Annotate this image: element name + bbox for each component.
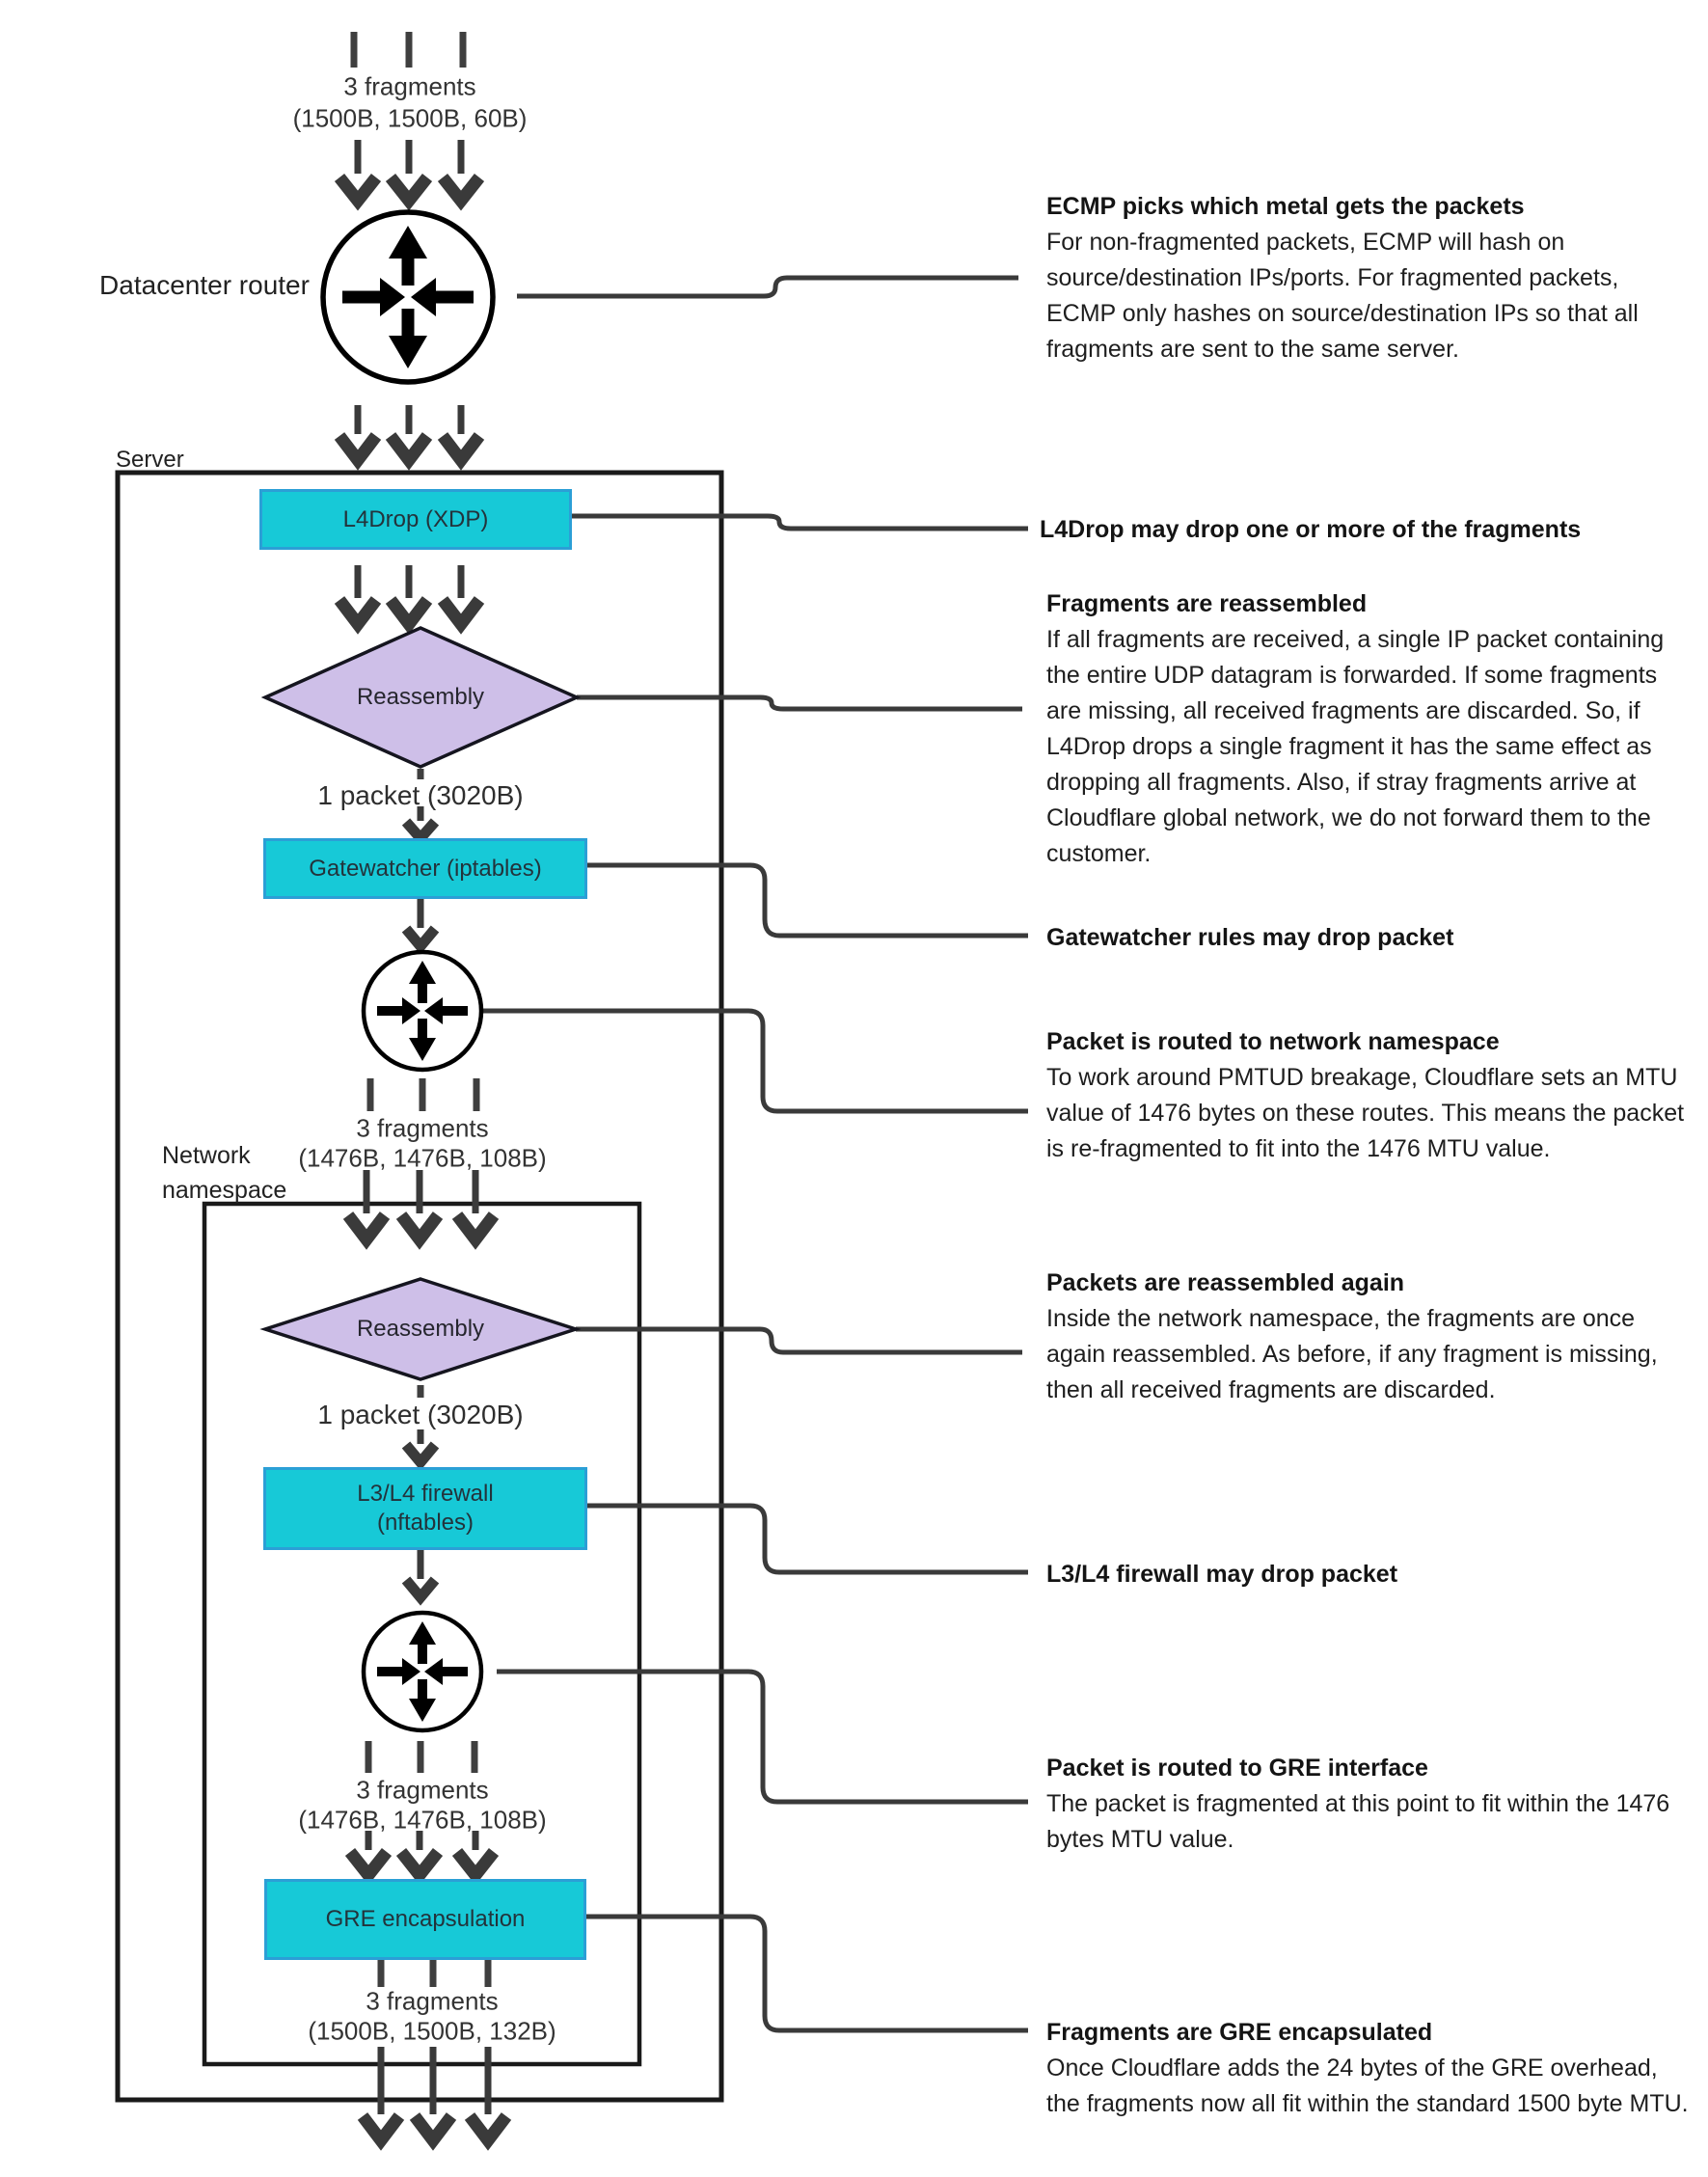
annotation-body: Once Cloudflare adds the 24 bytes of the GRE overhead, the fragments now all fit within the standard 1500 byte MTU.: [1046, 2055, 1689, 2117]
connector-router1: [482, 1011, 1028, 1111]
packet2-label: 1 packet (3020B): [317, 1400, 524, 1429]
server-label: Server: [116, 447, 184, 473]
firewall-node: [263, 1467, 587, 1550]
down-arrow-icon: [350, 1831, 494, 1875]
gatewatcher-node: [263, 838, 587, 899]
gre-label: GRE encapsulation: [325, 1906, 526, 1932]
annotation-heading: Packet is routed to GRE interface: [1046, 1755, 1428, 1782]
fragments-bottom-count: 3 fragments: [366, 1986, 499, 2016]
connector-ecmp: [517, 278, 1018, 296]
annotation-heading: Fragments are reassembled: [1046, 590, 1368, 617]
annotation-body: For non-fragmented packets, ECMP will hash on source/destination IPs/ports. For fragmented packets, ECMP only hashes on source/destination IPs so that all fragments are sent to the same server.: [1046, 229, 1639, 363]
annotation-body: The packet is fragmented at this point to fit within the 1476 bytes MTU value.: [1046, 1790, 1670, 1853]
annotation-heading: L3/L4 firewall may drop packet: [1046, 1561, 1398, 1588]
connector-l4drop: [569, 516, 1028, 529]
gre-node: [264, 1879, 586, 1960]
annotation-body: To work around PMTUD breakage, Cloudflare sets an MTU value of 1476 bytes on these routes. This means the packet is re-fragmented to fit into the 1476 MTU value.: [1046, 1064, 1685, 1162]
down-arrow-icon: [339, 405, 479, 460]
annotation-heading: Fragments are GRE encapsulated: [1046, 2019, 1433, 2046]
annotation-heading: Packet is routed to network namespace: [1046, 1028, 1500, 1055]
annotation-body: If all fragments are received, a single IP packet containing the entire UDP datagram is forwarded. If some fragments are missing, all received fragments are discarded. So, if L4Drop drops a single fragment it has the same effect as dropping all fragments. Also, if stray fragments arrive at Cloudflare global network, we do not forward them to the customer.: [1046, 626, 1665, 867]
reassembly2-label: Reassembly: [356, 1316, 485, 1342]
connector-gatewatcher: [584, 865, 1028, 936]
firewall-label-line1: L3/L4 firewall: [357, 1481, 494, 1507]
l4drop-node: [259, 489, 572, 550]
down-arrow-icon: [339, 140, 479, 201]
fragments-top-count: 3 fragments: [343, 71, 476, 101]
connector-reassembly2: [576, 1329, 1022, 1352]
annotation-reassembled: [1046, 586, 1694, 872]
datacenter-router-label: Datacenter router: [99, 270, 310, 300]
annotation-gre-encapsulated: [1046, 2015, 1694, 2122]
annotation-gatewatcher: [1046, 920, 1694, 956]
annotation-gre-interface: [1046, 1751, 1694, 1858]
down-arrow-icon: [363, 2047, 506, 2140]
packet1-label: 1 packet (3020B): [317, 780, 524, 810]
connector-firewall: [584, 1506, 1028, 1572]
fragments-gre-count: 3 fragments: [356, 1775, 489, 1805]
annotation-firewall: [1046, 1557, 1694, 1592]
down-arrow-icon: [406, 1546, 435, 1597]
annotation-heading: Gatewatcher rules may drop packet: [1046, 924, 1454, 951]
annotation-ecmp: [1046, 189, 1694, 367]
down-arrow-icon: [406, 895, 435, 946]
router-icon: [323, 212, 493, 382]
fragments-bottom-sizes: (1500B, 1500B, 132B): [308, 2016, 556, 2046]
fragments-gre-sizes: (1476B, 1476B, 108B): [298, 1805, 547, 1835]
annotation-heading: Packets are reassembled again: [1046, 1269, 1405, 1296]
annotation-heading: L4Drop may drop one or more of the fragments: [1040, 516, 1582, 543]
connector-gre: [583, 1917, 1028, 2030]
firewall-label-line2: (nftables): [376, 1510, 474, 1536]
down-arrow-icon: [339, 565, 479, 624]
connector-reassembly1: [577, 697, 1022, 709]
fragments-top-sizes: (1500B, 1500B, 60B): [292, 103, 528, 133]
gatewatcher-label: Gatewatcher (iptables): [309, 855, 542, 882]
reassembly1-label: Reassembly: [356, 684, 485, 710]
connector-router2: [497, 1672, 1028, 1802]
router-icon: [364, 1613, 481, 1730]
fragments-mid-sizes: (1476B, 1476B, 108B): [298, 1143, 547, 1173]
down-arrow-icon: [406, 1429, 435, 1462]
annotation-heading: ECMP picks which metal gets the packets: [1046, 193, 1525, 220]
l4drop-label: L4Drop (XDP): [342, 505, 489, 532]
annotation-reassembled-again: [1046, 1265, 1694, 1408]
router-icon: [364, 952, 481, 1070]
annotation-l4drop: [1040, 512, 1688, 548]
annotation-routed-namespace: [1046, 1024, 1694, 1167]
fragments-mid-count: 3 fragments: [356, 1113, 489, 1143]
network-namespace-label: Network namespace: [162, 1142, 287, 1204]
annotation-body: Inside the network namespace, the fragments are once again reassembled. As before, if any fragment is missing, then all received fragments are discarded.: [1046, 1305, 1658, 1403]
